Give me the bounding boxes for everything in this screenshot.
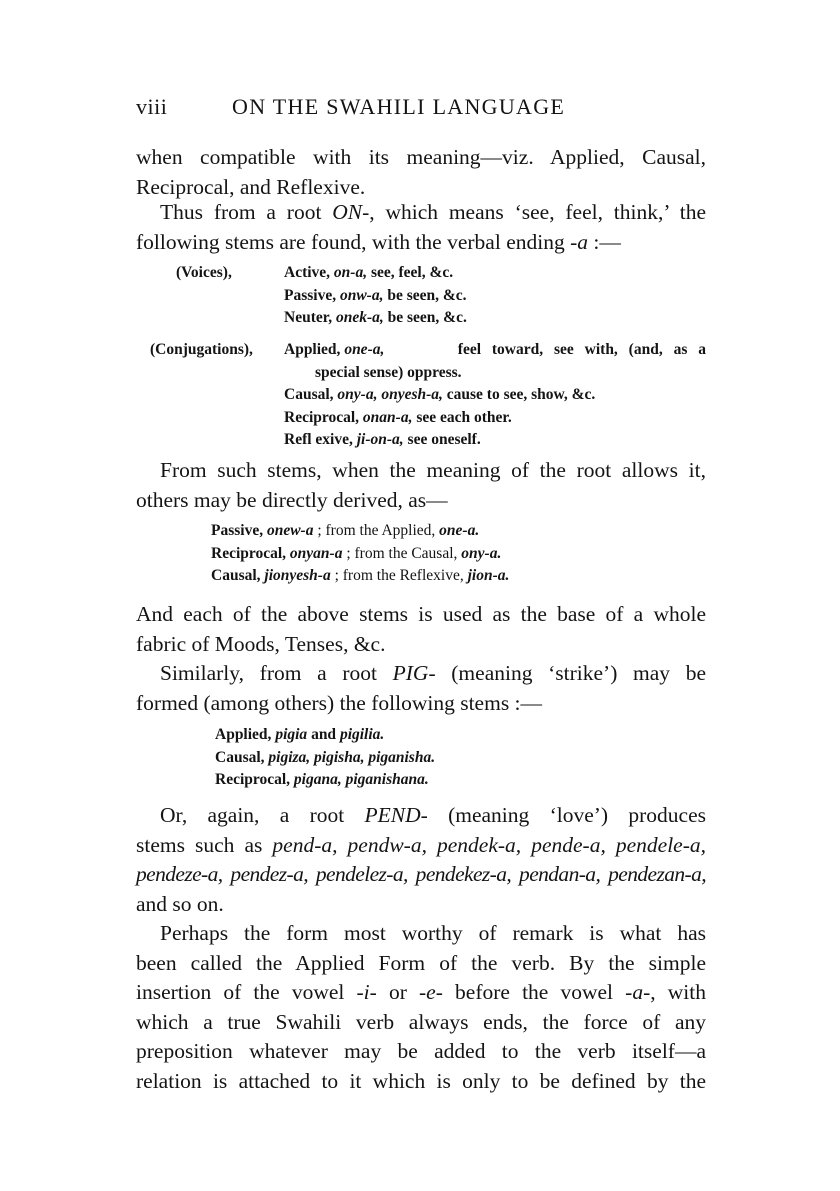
paragraph-7-line-1: Perhaps the form most worthy of remark is what has	[160, 921, 706, 945]
paragraph-7-line-6: relation is attached to it which is only to be defined by the	[136, 1068, 706, 1093]
paragraph-7-line-3: insertion of the vowel -i- or -e- before the vowel -a-, with	[136, 980, 706, 1004]
paragraph-5-line-2: formed (among others) the following stems :—	[136, 690, 543, 715]
paragraph-6	[136, 801, 706, 919]
root-pig: PIG-	[392, 661, 436, 685]
paragraph-1	[136, 143, 706, 202]
derived-forms-block	[211, 520, 509, 588]
paragraph-2-line-2: following stems are found, with the verbal ending -a :—	[136, 229, 621, 254]
page-number: viii	[136, 94, 168, 119]
derived-row-causal: Causal, jionyesh-a ; from the Reflexive, jion-a.	[211, 567, 510, 584]
paragraph-7	[136, 919, 706, 1096]
voices-label: (Voices),	[176, 264, 232, 281]
paragraph-4	[136, 600, 706, 659]
paragraph-7-line-5: preposition whatever may be added to the verb itself—a	[136, 1039, 706, 1063]
paragraph-3	[136, 456, 706, 515]
paragraph-3-line-2: others may be directly derived, as—	[136, 487, 448, 512]
paragraph-6-line-2: stems such as pend-a, pendw-a, pendek-a, pende-a, pendele-a,	[136, 832, 706, 857]
pig-row-applied: Applied, pigia and pigilia.	[215, 726, 385, 743]
conjugations-block	[150, 339, 706, 452]
running-title: ON THE SWAHILI LANGUAGE	[232, 94, 566, 119]
voices-block	[176, 262, 467, 330]
paragraph-1-line-2: Reciprocal, and Reflexive.	[136, 174, 366, 199]
paragraph-6-line-4: and so on.	[136, 891, 224, 916]
conj-row-applied-cont: special sense) oppress.	[315, 363, 462, 381]
derived-row-reciprocal: Reciprocal, onyan-a ; from the Causal, ony-a.	[211, 544, 502, 562]
paragraph-7-line-4: which a true Swahili verb always ends, the force of any	[136, 1009, 706, 1034]
pig-row-reciprocal: Reciprocal, pigana, piganishana.	[215, 771, 429, 788]
paragraph-1-line-1: when compatible with its meaning—viz. Applied, Causal,	[136, 145, 706, 169]
conjugations-label: (Conjugations),	[150, 341, 253, 358]
paragraph-7-line-2: been called the Applied Form of the verb. By the simple	[136, 950, 706, 975]
voice-row-passive: Passive, onw-a, be seen, &c.	[284, 286, 467, 304]
voice-row-active: (Voices), Active, on-a, see, feel, &c.	[176, 262, 467, 285]
pig-row-causal: Causal, pigiza, pigisha, piganisha.	[215, 748, 436, 766]
paragraph-2-line-1: Thus from a root ON-, which means ‘see, feel, think,’ the	[160, 200, 707, 224]
paragraph-2	[136, 198, 706, 257]
verbal-ending: -a	[570, 229, 589, 254]
paragraph-4-line-2: fabric of Moods, Tenses, &c.	[136, 631, 386, 656]
conj-row-causal: Causal, ony-a, onyesh-a, cause to see, show, &c.	[284, 386, 596, 403]
root-pend: PEND-	[364, 803, 428, 827]
conj-row-applied: (Conjugations), Applied, one-a, feel toward, see with, (and, as a	[150, 339, 706, 362]
pig-forms-block	[215, 724, 435, 792]
conj-row-reflexive: Refl exive, ji-on-a, see oneself.	[284, 431, 481, 448]
page-header	[136, 94, 706, 128]
derived-row-passive: Passive, onew-a ; from the Applied, one-a.	[211, 522, 480, 539]
voice-row-neuter: Neuter, onek-a, be seen, &c.	[284, 309, 467, 326]
paragraph-6-line-3: pendeze-a, pendez-a, pendelez-a, pendekez-a, pendan-a, pendezan-a,	[136, 862, 706, 886]
paragraph-4-line-1: And each of the above stems is used as the base of a whole	[136, 602, 706, 626]
root-on: ON-	[332, 200, 370, 224]
paragraph-5-line-1: Similarly, from a root PIG- (meaning ‘strike’) may be	[160, 661, 706, 685]
paragraph-5	[136, 659, 706, 718]
conj-row-reciprocal: Reciprocal, onan-a, see each other.	[284, 408, 512, 426]
paragraph-6-line-1: Or, again, a root PEND- (meaning ‘love’) produces	[160, 803, 706, 827]
paragraph-3-line-1: From such stems, when the meaning of the root allows it,	[160, 458, 706, 482]
